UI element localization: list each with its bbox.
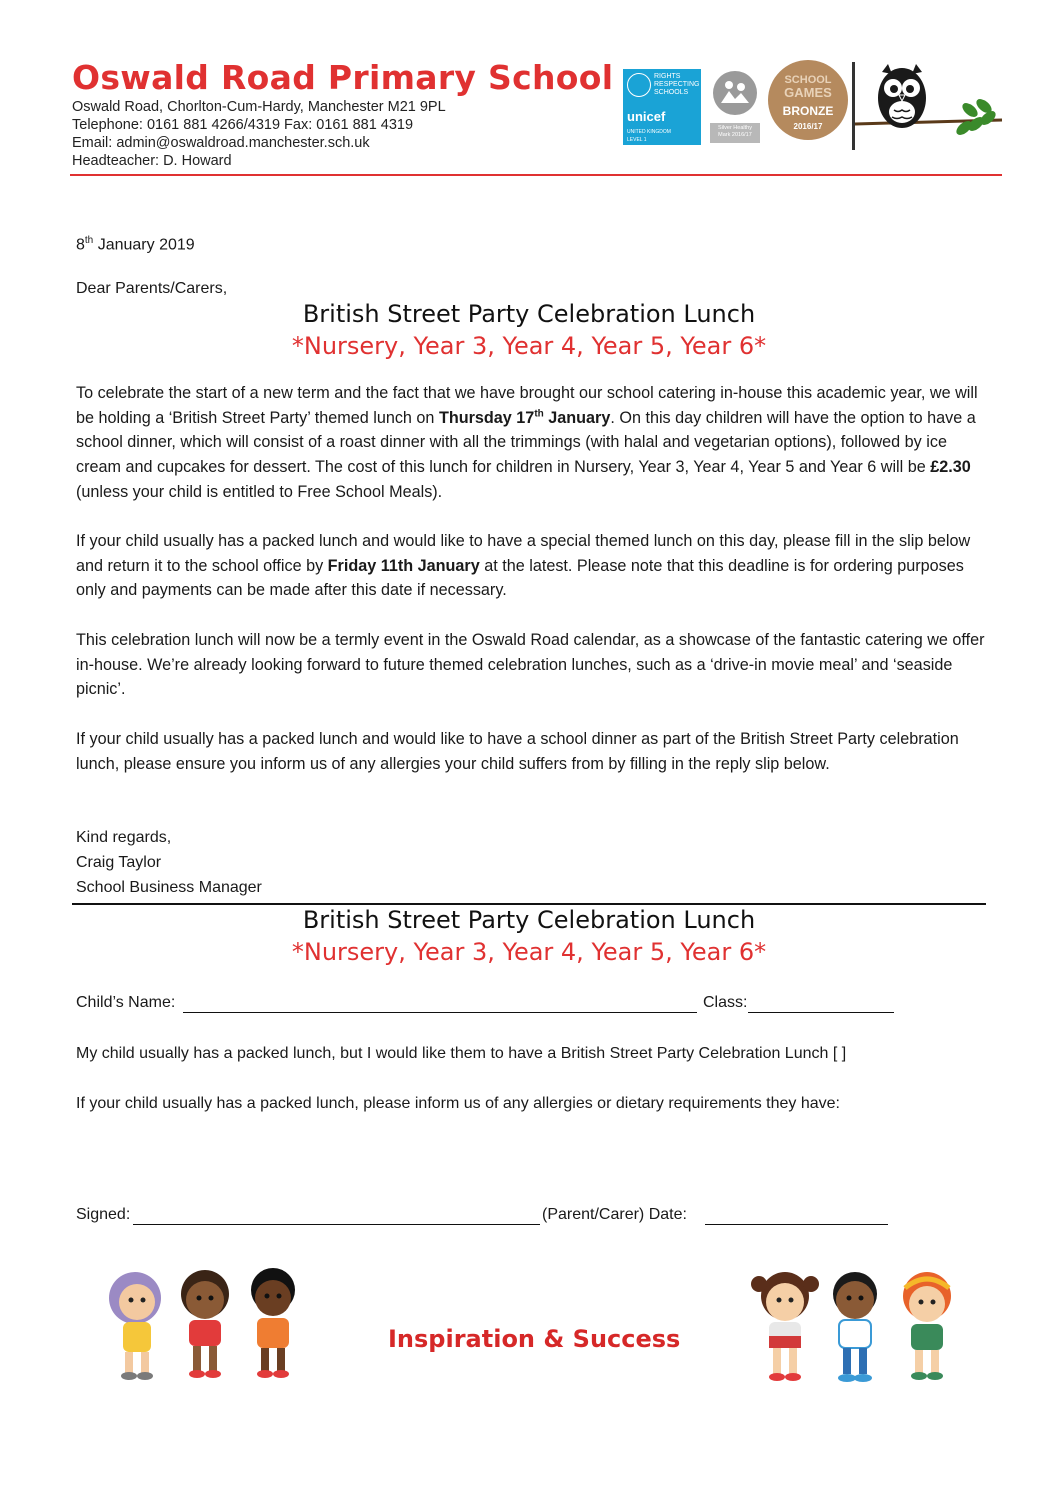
unicef-text: unicef	[627, 109, 666, 124]
owl-branch-icon	[852, 62, 1007, 152]
signature-field[interactable]	[133, 1224, 540, 1225]
children-illustration-right	[745, 1262, 970, 1392]
school-telephone: Telephone: 0161 881 4266/4319 Fax: 0161 881 4319	[72, 117, 414, 133]
paragraph-3: This celebration lunch will now be a termly event in the Oswald Road calendar, as a showcase of the fantastic catering we offer in-house. We’re already looking forward to future themed celebration lunches, such as a ‘drive-in movie meal’ and ‘seaside picnic’.	[76, 631, 985, 699]
child-name-label: Child’s Name:	[76, 994, 176, 1011]
school-motto: Inspiration & Success	[388, 1325, 681, 1353]
children-cartoon-icon	[745, 1262, 970, 1392]
letter-title: British Street Party Celebration Lunch	[302, 300, 756, 328]
school-email: Email: admin@oswaldroad.manchester.sch.uk	[72, 135, 370, 151]
sportsmark-logo	[707, 69, 763, 145]
slip-divider	[72, 903, 986, 905]
owl-logo	[852, 62, 1007, 152]
school-address: Oswald Road, Chorlton-Cum-Hardy, Manchester M21 9PL	[72, 99, 446, 115]
class-label: Class:	[703, 994, 748, 1011]
games-line1: SCHOOL	[784, 74, 832, 86]
class-field[interactable]	[748, 1012, 894, 1013]
signatory-name: Craig Taylor	[76, 854, 162, 871]
games-line2: GAMES	[784, 85, 832, 100]
date-field[interactable]	[705, 1224, 888, 1225]
rights-respecting-text: RIGHTS RESPECTING SCHOOLS	[654, 73, 700, 96]
packed-lunch-option[interactable]: My child usually has a packed lunch, but I would like them to have a British Street Party Celebration Lunch [ ]	[76, 1045, 847, 1062]
signatory-role: School Business Manager	[76, 879, 262, 896]
paragraph-1: To celebrate the start of a new term and the fact that we have brought our school catering in-house this academic year, we will be holding a ‘British Street Party’ themed lunch on Thursday 17th January. On this day children will have the option to have a school dinner, which will consist of a roast dinner with all the trimmings (with halal and vegetarian options), followed by ice cream and cupcakes for dessert. The cost of this lunch for children in Nursery, Year 3, Year 4, Year 5 and Year 6 will be £2.30 (unless your child is entitled to Free School Meals).	[76, 384, 978, 501]
parent-date-label: (Parent/Carer) Date:	[542, 1206, 687, 1223]
closing: Kind regards,	[76, 829, 172, 846]
slip-title: British Street Party Celebration Lunch	[302, 906, 756, 934]
letter-date: 8th January 2019	[76, 235, 195, 254]
rights-respecting-logo	[623, 69, 701, 145]
school-games-bronze-logo	[768, 60, 848, 140]
letter-subtitle: *Nursery, Year 3, Year 4, Year 5, Year 6*	[291, 332, 767, 360]
paragraph-4: If your child usually has a packed lunch and would like to have a school dinner as part of the British Street Party celebration lunch, please ensure you inform us of any allergies your child suffers from by filling in the reply slip below.	[76, 730, 959, 773]
children-cartoon-icon	[95, 1262, 315, 1386]
headteacher: Headteacher: D. Howard	[72, 153, 232, 169]
level-text: LEVEL 1	[627, 137, 647, 143]
sign-off	[76, 825, 262, 900]
paragraph-2: If your child usually has a packed lunch and would like to have a special themed lunch on this day, please fill in the slip below and return it to the school office by Friday 11th January at the latest. Please note that this deadline is for ordering purposes only and payments can be made after this date if necessary.	[76, 532, 971, 600]
games-award: BRONZE	[782, 104, 834, 118]
greeting: Dear Parents/Carers,	[76, 280, 228, 297]
games-year: 2016/17	[793, 122, 823, 131]
unicef-sub: UNITED KINGDOM	[627, 129, 671, 135]
signed-label: Signed:	[76, 1206, 131, 1223]
sportsmark-text: Silver Healthy Mark 2016/17	[718, 125, 752, 138]
slip-subtitle: *Nursery, Year 3, Year 4, Year 5, Year 6*	[291, 938, 767, 966]
child-name-field[interactable]	[183, 1012, 697, 1013]
allergies-prompt: If your child usually has a packed lunch, please inform us of any allergies or dietary requirements they have:	[76, 1095, 840, 1112]
children-illustration-left	[95, 1262, 315, 1386]
school-name: Oswald Road Primary School	[72, 58, 614, 97]
header-divider	[70, 174, 1002, 176]
